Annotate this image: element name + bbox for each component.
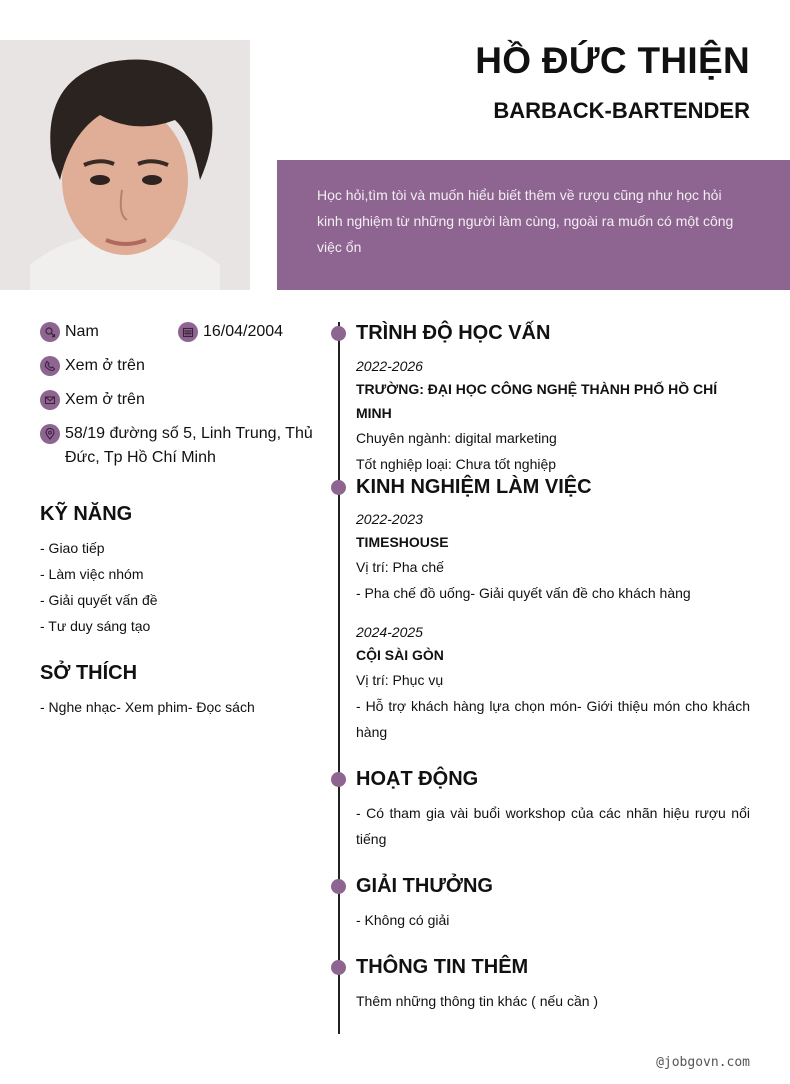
envelope-icon	[40, 390, 60, 410]
activities-entry	[356, 800, 750, 852]
awards-timeline-dot	[331, 879, 346, 894]
skills-list	[40, 535, 158, 639]
activities-heading: HOẠT ĐỘNG	[356, 768, 479, 790]
career-objective-text: Học hỏi,tìm tòi và muốn hiểu biết thêm về rượu cũng như học hỏi kinh nghiệm từ những người làm cùng, ngoài ra muốn có một công việc ổn	[317, 187, 734, 255]
skill-item: - Làm việc nhóm	[40, 566, 144, 582]
gender-icon	[40, 322, 60, 342]
watermark: @jobgovn.com	[656, 1055, 750, 1070]
timeline-line	[338, 322, 340, 1034]
phone-row	[40, 354, 145, 378]
additional-text: Thêm những thông tin khác ( nếu cần )	[356, 993, 599, 1009]
gender-row	[40, 320, 99, 344]
job-title: BARBACK-BARTENDER	[493, 98, 750, 123]
address-row	[40, 422, 325, 470]
education-period: 2022-2026	[356, 358, 423, 374]
experience-position: Vị trí: Pha chế	[356, 559, 444, 575]
activities-timeline-dot	[331, 772, 346, 787]
awards-heading: GIẢI THƯỞNG	[356, 875, 493, 897]
gender-value: Nam	[65, 323, 99, 340]
experience-timeline-dot	[331, 480, 346, 495]
experience-heading: KINH NGHIỆM LÀM VIỆC	[356, 476, 592, 498]
profile-photo	[0, 40, 250, 290]
experience-position: Vị trí: Phục vụ	[356, 672, 444, 688]
skill-item: - Giải quyết vấn đề	[40, 592, 158, 608]
skill-item: - Giao tiếp	[40, 540, 105, 556]
profile-photo-illustration	[0, 40, 250, 290]
experience-period: 2022-2023	[356, 511, 423, 527]
experience-entry	[356, 621, 750, 745]
experience-description: - Hỗ trợ khách hàng lựa chọn món- Giới thiệu món cho khách hàng	[356, 698, 750, 740]
education-major: Chuyên ngành: digital marketing	[356, 430, 557, 446]
experience-company: CỘI SÀI GÒN	[356, 647, 444, 663]
candidate-name: HỒ ĐỨC THIỆN	[475, 40, 750, 81]
hobbies-heading: SỞ THÍCH	[40, 662, 138, 684]
education-entry	[356, 355, 750, 477]
map-pin-icon	[40, 424, 60, 444]
career-objective-panel	[277, 160, 790, 290]
education-heading: TRÌNH ĐỘ HỌC VẤN	[356, 322, 551, 344]
awards-entry	[356, 907, 750, 933]
education-timeline-dot	[331, 326, 346, 341]
activities-text: - Có tham gia vài buổi workshop của các nhãn hiệu rượu nổi tiếng	[356, 805, 750, 847]
phone-icon	[40, 356, 60, 376]
email-row	[40, 388, 145, 412]
awards-text: - Không có giải	[356, 912, 450, 928]
skill-item: - Tư duy sáng tạo	[40, 618, 151, 634]
education-school: TRƯỜNG: ĐẠI HỌC CÔNG NGHỆ THÀNH PHỐ HỒ CHÍ MINH	[356, 381, 718, 421]
hobbies-list	[40, 694, 255, 720]
birthdate-row	[178, 320, 283, 344]
experience-period: 2024-2025	[356, 624, 423, 640]
additional-timeline-dot	[331, 960, 346, 975]
education-graduation: Tốt nghiệp loại: Chưa tốt nghiệp	[356, 456, 557, 472]
email-value: Xem ở trên	[65, 391, 145, 408]
address-value: 58/19 đường số 5, Linh Trung, Thủ Đức, Tp Hồ Chí Minh	[65, 425, 313, 466]
hobby-item: - Nghe nhạc- Xem phim- Đọc sách	[40, 699, 255, 715]
additional-heading: THÔNG TIN THÊM	[356, 956, 529, 978]
experience-entry	[356, 508, 750, 606]
experience-description: - Pha chế đồ uống- Giải quyết vấn đề cho khách hàng	[356, 585, 691, 601]
additional-entry	[356, 988, 750, 1014]
phone-value: Xem ở trên	[65, 357, 145, 374]
skills-heading: KỸ NĂNG	[40, 503, 133, 525]
birthdate-value: 16/04/2004	[203, 323, 284, 340]
calendar-icon	[178, 322, 198, 342]
experience-company: TIMESHOUSE	[356, 534, 449, 550]
